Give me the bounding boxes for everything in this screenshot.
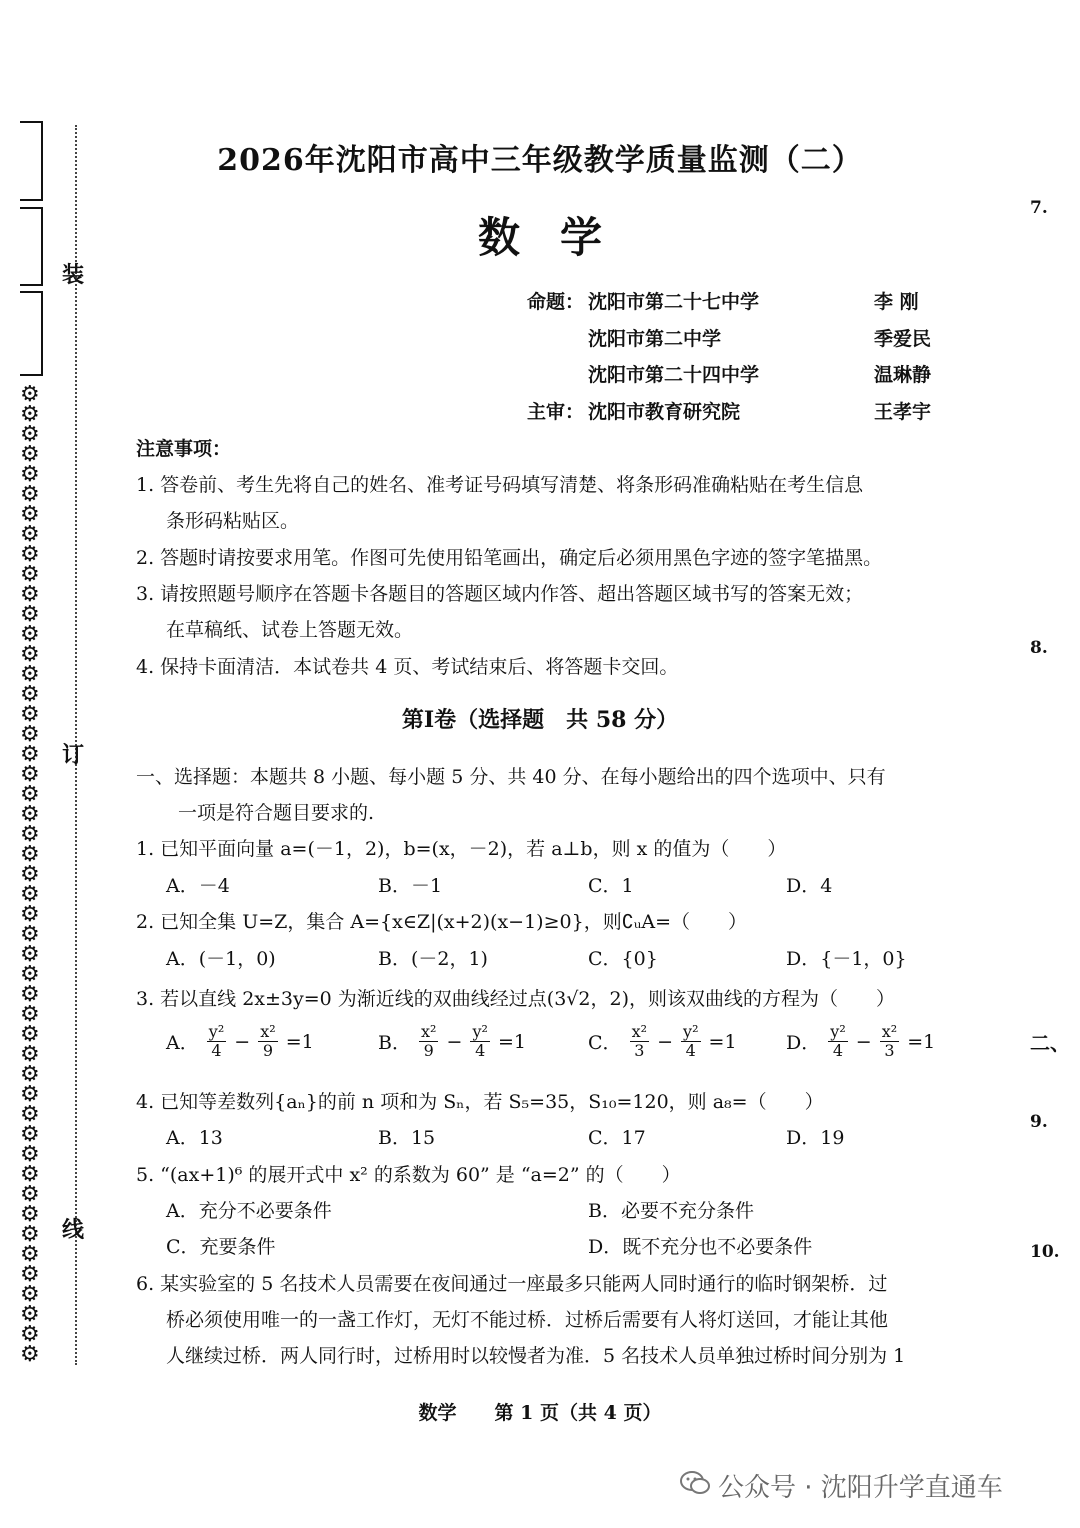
gear-ornament-icon: ⚙ [20, 862, 40, 887]
binding-gear-column [20, 382, 48, 1367]
denominator: 3 [634, 1041, 645, 1060]
watermark-text: 公众号 · 沈阳升学直通车 [718, 1473, 1003, 1503]
q4-option-d: D．19 [786, 1127, 845, 1149]
credit-school: 沈阳市第二十四中学 [588, 364, 760, 386]
q1-option-c: C．1 [588, 875, 634, 897]
q4-option-b: B．15 [378, 1127, 436, 1149]
notice-item: 1. 答卷前、考生先将自己的姓名、准考证号码填写清楚、将条形码准确粘贴在考生信息 [136, 474, 864, 496]
part-heading-cont: 一项是符合题目要求的. [178, 802, 375, 824]
numerator: x² [881, 1022, 898, 1041]
question-3-stem: 3. 若以直线 2x±3y=0 为渐近线的双曲线经过点(3√2，2)，则该双曲线的方程为（ ） [136, 988, 895, 1010]
question-4-stem: 4. 已知等差数列{aₙ}的前 n 项和为 Sₙ，若 S₅=35，S₁₀=120，则 a₈=（ ） [136, 1091, 824, 1113]
fraction [828, 1023, 847, 1060]
fraction [630, 1023, 649, 1060]
gear-ornament-icon: ⚙ [20, 1042, 40, 1067]
gear-ornament-icon: ⚙ [20, 462, 40, 487]
denominator: 9 [262, 1041, 274, 1060]
q2-option-b: B．(－2，1) [378, 948, 488, 970]
gear-ornament-icon: ⚙ [20, 982, 40, 1007]
gear-ornament-icon: ⚙ [20, 562, 40, 587]
fraction [258, 1023, 277, 1060]
next-page-number: 9. [1030, 1112, 1048, 1132]
credit-role-reviewer: 主审： [527, 401, 585, 423]
fraction [681, 1023, 700, 1060]
gear-ornament-icon: ⚙ [20, 762, 40, 787]
q1-option-d: D．4 [786, 875, 833, 897]
gear-ornament-icon: ⚙ [20, 662, 40, 687]
fraction [880, 1023, 899, 1060]
gear-ornament-icon: ⚙ [20, 722, 40, 747]
page-footer: 数学 第 1 页（共 4 页） [418, 1402, 662, 1424]
notice-item: 4. 保持卡面清洁．本试卷共 4 页、考试结束后、将答题卡交回。 [136, 656, 679, 678]
q5-option-a: A．充分不必要条件 [166, 1200, 332, 1222]
numerator: x² [631, 1022, 648, 1041]
q2-option-a: A．(－1，0) [166, 948, 276, 970]
binding-mark-ding: 订 [62, 742, 85, 768]
numerator: y² [683, 1022, 699, 1041]
equals-one: =1 [285, 1030, 314, 1053]
question-5-stem: 5. “(ax+1)⁶ 的展开式中 x² 的系数为 60” 是 “a=2” 的（ ） [136, 1164, 681, 1186]
gear-ornament-icon: ⚙ [20, 482, 40, 507]
denominator: 3 [884, 1041, 895, 1060]
numerator: x² [421, 1022, 437, 1041]
gear-ornament-icon: ⚙ [20, 1162, 40, 1187]
gear-ornament-icon: ⚙ [20, 442, 40, 467]
gear-ornament-icon: ⚙ [20, 882, 40, 907]
equals-one: =1 [708, 1030, 737, 1053]
next-page-section: 二、 [1030, 1031, 1070, 1055]
gear-ornament-icon: ⚙ [20, 542, 40, 567]
denominator: 4 [211, 1041, 222, 1060]
gear-ornament-icon: ⚙ [20, 1182, 40, 1207]
credit-school: 沈阳市第二十七中学 [588, 291, 760, 313]
gear-ornament-icon: ⚙ [20, 1302, 40, 1327]
fraction [470, 1023, 489, 1060]
numerator: y² [472, 1022, 488, 1041]
operator: − [855, 1030, 872, 1053]
operator: − [234, 1030, 251, 1053]
next-page-number: 10. [1030, 1242, 1060, 1262]
q2-option-d: D．{－1，0} [786, 948, 907, 970]
wechat-icon [680, 1470, 710, 1496]
section-title: 第Ⅰ卷（选择题 共 58 分） [401, 707, 679, 733]
q3-option-b [378, 1023, 526, 1060]
gear-ornament-icon: ⚙ [20, 742, 40, 767]
gear-ornament-icon: ⚙ [20, 1342, 40, 1367]
numerator: x² [260, 1022, 276, 1041]
gear-ornament-icon: ⚙ [20, 822, 40, 847]
exam-title: 2026年沈阳市高中三年级教学质量监测（二） [217, 143, 863, 178]
gear-ornament-icon: ⚙ [20, 902, 40, 927]
next-page-number: 7. [1030, 198, 1048, 218]
gear-ornament-icon: ⚙ [20, 782, 40, 807]
question-6-stem-cont: 人继续过桥．两人同行时，过桥用时以较慢者为准．5 名技术人员单独过桥时间分别为 1 [166, 1345, 906, 1367]
gear-ornament-icon: ⚙ [20, 642, 40, 667]
gear-ornament-icon: ⚙ [20, 702, 40, 727]
question-2-stem: 2. 已知全集 U=Z，集合 A={x∈Z|(x+2)(x−1)≥0}，则∁ᵤA=（ ） [136, 911, 747, 933]
gear-ornament-icon: ⚙ [20, 922, 40, 947]
gear-ornament-icon: ⚙ [20, 842, 40, 867]
gear-ornament-icon: ⚙ [20, 1122, 40, 1147]
gear-ornament-icon: ⚙ [20, 1222, 40, 1247]
notice-item-cont: 条形码粘贴区。 [166, 510, 300, 532]
binding-mark-xian: 线 [62, 1217, 85, 1243]
credit-name: 季爱民 [874, 328, 932, 350]
gear-ornament-icon: ⚙ [20, 502, 40, 527]
option-label: A． [166, 1032, 199, 1054]
operator: − [657, 1030, 673, 1053]
part-heading: 一、选择题：本题共 8 小题、每小题 5 分、共 40 分、在每小题给出的四个选项中、只有 [136, 766, 886, 788]
fraction [207, 1023, 226, 1060]
q3-option-a [166, 1023, 314, 1060]
subject-title: 数学 [477, 213, 642, 262]
gear-ornament-icon: ⚙ [20, 1102, 40, 1127]
option-label: C． [588, 1032, 622, 1054]
gear-ornament-icon: ⚙ [20, 1022, 40, 1047]
q5-option-c: C．充要条件 [166, 1236, 276, 1258]
gear-ornament-icon: ⚙ [20, 942, 40, 967]
credit-name: 王孝宇 [874, 401, 932, 423]
gear-ornament-icon: ⚙ [20, 382, 40, 407]
notice-item: 2. 答题时请按要求用笔。作图可先使用铅笔画出，确定后必须用黑色字迹的签字笔描黑。 [136, 547, 883, 569]
gear-ornament-icon: ⚙ [20, 1002, 40, 1027]
gear-ornament-icon: ⚙ [20, 1082, 40, 1107]
option-label: D． [786, 1032, 821, 1054]
q4-option-c: C．17 [588, 1127, 646, 1149]
gear-ornament-icon: ⚙ [20, 1062, 40, 1087]
q5-option-d: D．既不充分也不必要条件 [588, 1236, 813, 1258]
q2-option-c: C．{0} [588, 948, 658, 970]
credit-name: 温琳静 [874, 364, 932, 386]
gear-ornament-icon: ⚙ [20, 522, 40, 547]
numerator: y² [830, 1022, 846, 1041]
gear-ornament-icon: ⚙ [20, 622, 40, 647]
credit-name: 李 刚 [874, 291, 919, 313]
q3-option-d [786, 1023, 935, 1060]
credit-role-setter: 命题： [527, 291, 585, 313]
gear-ornament-icon: ⚙ [20, 1202, 40, 1227]
credit-school: 沈阳市教育研究院 [588, 401, 741, 423]
denominator: 4 [685, 1041, 696, 1060]
gear-ornament-icon: ⚙ [20, 1282, 40, 1307]
q1-option-b: B．－1 [378, 875, 443, 897]
q3-option-c [588, 1023, 737, 1060]
operator: − [446, 1030, 463, 1053]
denominator: 4 [475, 1041, 486, 1060]
equals-one: =1 [907, 1030, 936, 1053]
credit-school: 沈阳市第二中学 [588, 328, 722, 350]
numerator: y² [208, 1022, 225, 1041]
question-6-stem-cont: 桥必须使用唯一的一盏工作灯，无灯不能过桥．过桥后需要有人将灯送回，才能让其他 [166, 1309, 889, 1331]
binding-mark-zhuang: 装 [62, 262, 85, 288]
question-1-stem: 1. 已知平面向量 a=(－1，2)，b=(x，－2)，若 a⊥b，则 x 的值为（ ） [136, 838, 787, 860]
gear-ornament-icon: ⚙ [20, 1322, 40, 1347]
gear-ornament-icon: ⚙ [20, 1142, 40, 1167]
denominator: 9 [423, 1041, 434, 1060]
gear-ornament-icon: ⚙ [20, 422, 40, 447]
q1-option-a: A．－4 [166, 875, 230, 897]
q5-option-b: B．必要不充分条件 [588, 1200, 754, 1222]
notice-item: 3. 请按照题号顺序在答题卡各题目的答题区域内作答、超出答题区域书写的答案无效； [136, 583, 864, 605]
gear-ornament-icon: ⚙ [20, 802, 40, 827]
gear-ornament-icon: ⚙ [20, 582, 40, 607]
equals-one: =1 [497, 1030, 526, 1053]
denominator: 4 [832, 1041, 844, 1060]
option-label: B． [378, 1032, 411, 1054]
gear-ornament-icon: ⚙ [20, 682, 40, 707]
gear-ornament-icon: ⚙ [20, 402, 40, 427]
gear-ornament-icon: ⚙ [20, 1242, 40, 1267]
gear-ornament-icon: ⚙ [20, 1262, 40, 1287]
next-page-number: 8. [1030, 638, 1048, 658]
notice-heading: 注意事项： [136, 438, 232, 460]
gear-ornament-icon: ⚙ [20, 602, 40, 627]
notice-item-cont: 在草稿纸、试卷上答题无效。 [166, 619, 414, 641]
q4-option-a: A．13 [166, 1127, 223, 1149]
gear-ornament-icon: ⚙ [20, 962, 40, 987]
fraction [419, 1023, 438, 1060]
question-6-stem: 6. 某实验室的 5 名技术人员需要在夜间通过一座最多只能两人同时通行的临时钢架桥．过 [136, 1273, 888, 1295]
